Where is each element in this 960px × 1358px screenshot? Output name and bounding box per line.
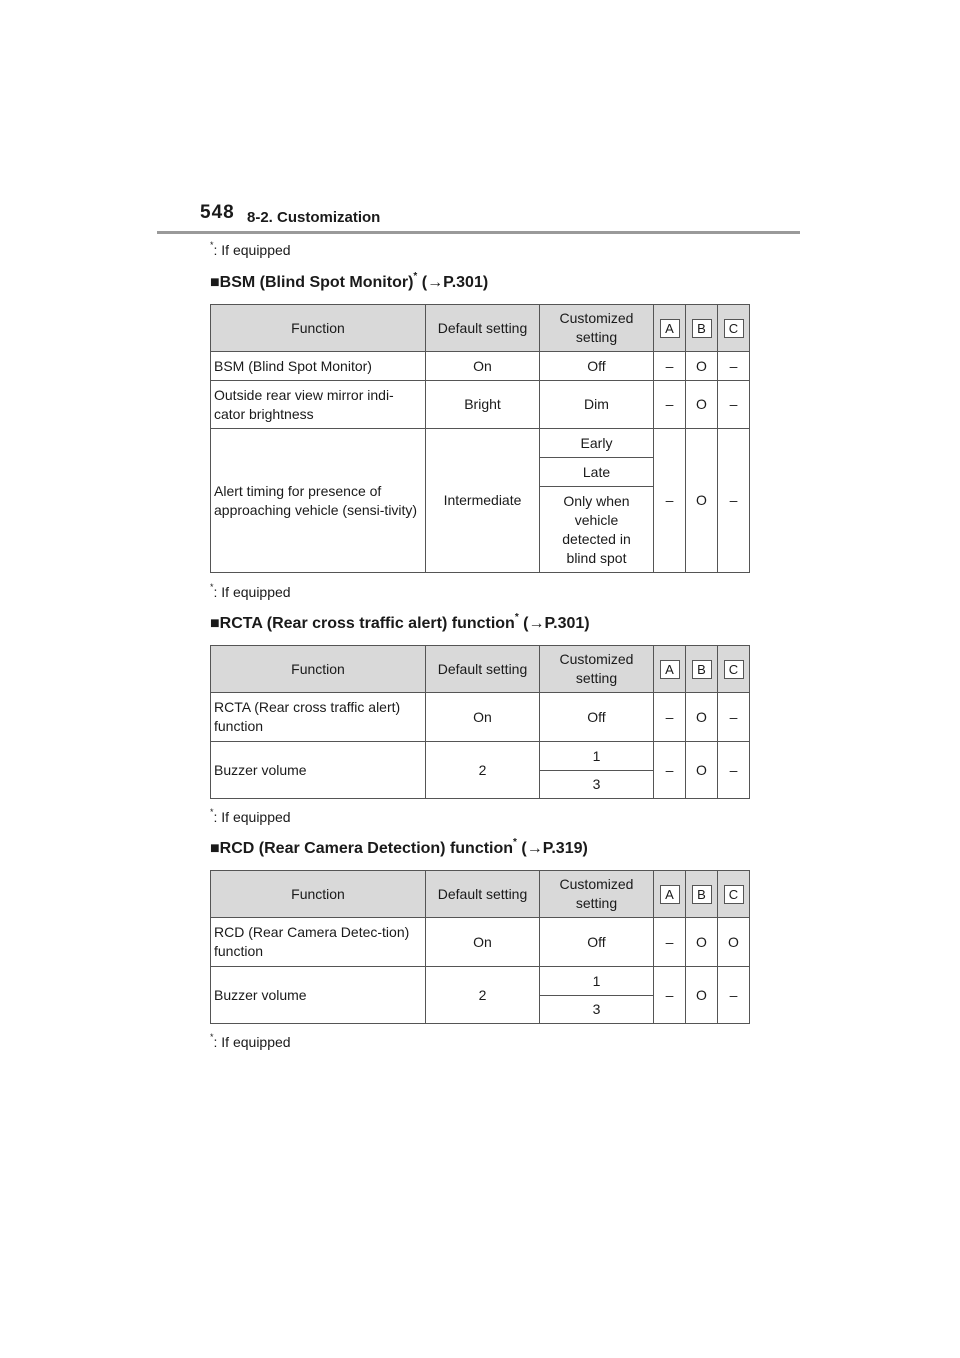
table-row: RCTA (Rear cross traffic alert) function On Off – O – [211,693,750,742]
col-c: C [724,885,744,904]
header-rule [157,231,800,234]
table-row: Alert timing for presence of approaching vehicle (sensi-tivity) Intermediate Early – O – [211,429,750,458]
col-a: A [660,885,680,904]
bsm-page-link[interactable]: P.301 [443,274,483,291]
table-row: Buzzer volume 2 1 – O – [211,742,750,771]
bsm-heading: ■BSM (Blind Spot Monitor)* (→P.301) [210,271,489,291]
rcta-heading: ■RCTA (Rear cross traffic alert) function* (→P.301) [210,612,590,632]
table-row: RCD (Rear Camera Detec-tion) function On Off – O O [211,918,750,967]
col-customized: Customized setting [540,646,654,693]
col-c: C [724,319,744,338]
footnote: *: If equipped [210,240,291,258]
bsm-table [210,304,750,573]
section-title: 8-2. Customization [247,209,381,226]
table-header-row [211,646,750,693]
col-b: B [692,885,712,904]
col-b: B [692,319,712,338]
table-row: Outside rear view mirror indi-cator brightness Bright Dim – O – [211,381,750,429]
table-row: 3 [211,996,750,1024]
col-a: A [660,319,680,338]
col-function: Function [211,871,426,918]
table-row: BSM (Blind Spot Monitor) On Off – O – [211,352,750,381]
table-header-row [211,305,750,352]
col-a: A [660,660,680,679]
col-default: Default setting [426,305,540,352]
footnote: *: If equipped [210,807,291,825]
col-function: Function [211,305,426,352]
col-default: Default setting [426,871,540,918]
rcd-table [210,870,750,1024]
rcd-heading: ■RCD (Rear Camera Detection) function* (→P.319) [210,837,588,857]
col-function: Function [211,646,426,693]
rcta-page-link[interactable]: P.301 [544,615,585,632]
col-default: Default setting [426,646,540,693]
rcta-table [210,645,750,799]
table-header-row [211,871,750,918]
footnote: *: If equipped [210,582,291,600]
table-row: Buzzer volume 2 1 – O – [211,967,750,996]
col-customized: Customized setting [540,871,654,918]
col-b: B [692,660,712,679]
page-number: 548 [200,202,235,223]
col-customized: Customized setting [540,305,654,352]
col-c: C [724,660,744,679]
table-row: Only when vehicle detected in blind spot [211,487,750,573]
footnote: *: If equipped [210,1032,291,1050]
table-row: 3 [211,771,750,799]
table-row: Late [211,458,750,487]
rcd-page-link[interactable]: P.319 [542,840,583,857]
